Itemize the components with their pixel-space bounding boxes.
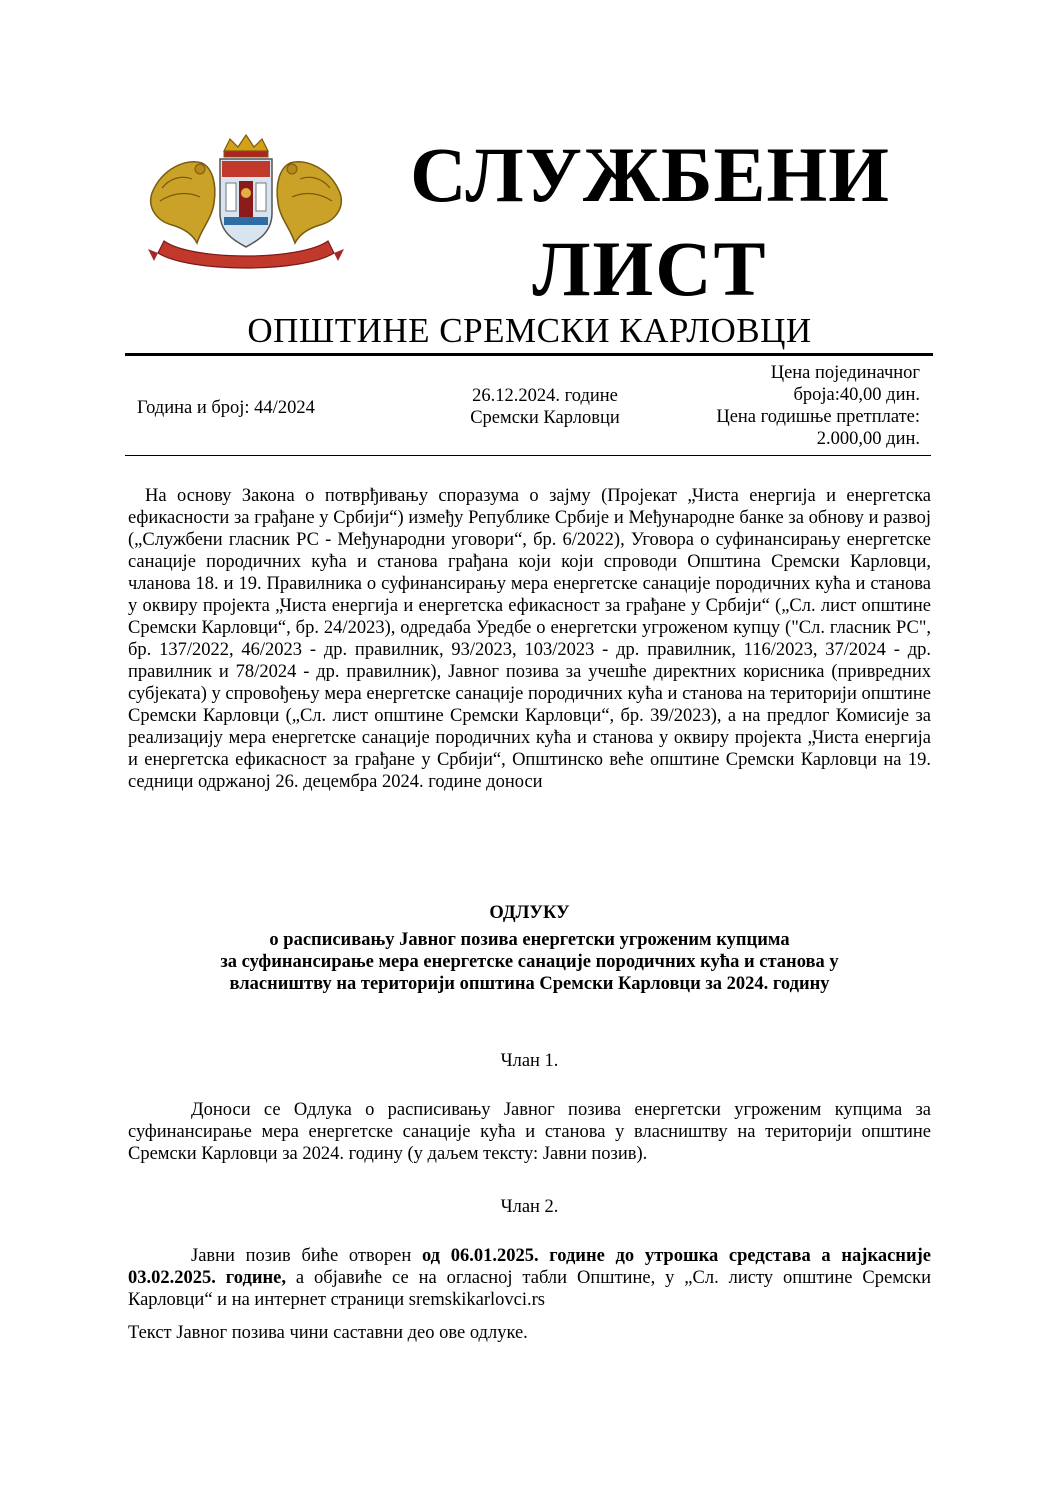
price-single-value: броја:40,00 дин.	[793, 385, 920, 405]
issue-date: 26.12.2024. године	[472, 386, 618, 406]
price-single-label: Цена појединачног	[770, 363, 920, 383]
header-rule-top	[125, 353, 933, 356]
masthead-title-line2: ЛИСТ	[532, 225, 768, 312]
issue-place: Сремски Карловци	[470, 408, 620, 428]
issue-date-place	[440, 385, 650, 429]
price-annual-label: Цена годишње претплате:	[716, 407, 920, 427]
coat-of-arms-icon	[142, 133, 350, 271]
article-1-title: Члан 1.	[500, 1051, 559, 1071]
article-2-title: Члан 2.	[500, 1197, 559, 1217]
issue-number: Година и број: 44/2024	[137, 398, 315, 418]
article-2-dates: од 06.01.2025. године до утрошка средстава а најкасније 03.02.2025. године,	[128, 1246, 931, 1288]
masthead-title-line1: СЛУЖБЕНИ	[410, 131, 890, 218]
decision-subtitle-line2: за суфинансирање мера енергетске санације породичних кућа и станова у	[220, 952, 839, 972]
article-2-text	[128, 1245, 931, 1311]
intro-paragraph: На основу Закона о потврђивању споразума о зајму (Пројекат „Чиста енергија и енергетска ефикасности за грађане у Србији“) између Републике Србије и Међународне банке за обнову и развој („Службени гласник РС - Међународни уговори“, бр. 6/2022), Уговора о суфинансирању енергетске санације породичних кућа и станова грађана који који спроводи Општина Сремски Карловци, чланова 18. и 19. Правилника о суфинансирању мера енергетске санације породичних кућа и станова у оквиру пројекта „Чиста енергија и енергетска ефикасност за грађане у Србији“ („Сл. лист општине Сремски Карловци“, бр. 24/2023), одредаба Уредбе о енергетски угроженом купцу ("Сл. гласник РС", бр. 137/2022, 46/2023 - др. правилник, 93/2023, 103/2023 - др. правилник, 116/2023, 37/2024 - др. правилник и 78/2024 - др. правилник), Јавног позива за учешће директних корисника (привредних субјеката) у спровођењу мера енергетске санације породичних кућа и станова на територији општине Сремски Карловци („Сл. лист општине Сремски Карловци“, бр. 39/2023), а на предлог Комисије за реализацију мера енергетске санације породичних кућа и станова у оквиру пројекта „Чиста енергија и енергетска ефикасност за грађане у Србији“, Општинско веће општине Сремски Карловци на 19. седници одржаној 26. децембра 2024. године доноси	[128, 486, 931, 792]
article-2-text-start: Јавни позив биће отворен	[191, 1246, 422, 1266]
article-2-text-end: а објавиће се на огласној табли Општине, у „Сл. листу општине Сремски Карловци“ и на интернет страници sremskikarlovci.rs	[128, 1268, 931, 1310]
article-2-closing: Текст Јавног позива чини саставни део ове одлуке.	[128, 1323, 528, 1343]
price-info	[650, 362, 920, 450]
masthead-subtitle: ОПШТИНЕ СРЕМСКИ КАРЛОВЦИ	[247, 311, 812, 350]
decision-subtitle-line1: о расписивању Јавног позива енергетски угроженим купцима	[269, 930, 790, 950]
decision-subtitle	[128, 929, 931, 995]
article-1-text: Доноси се Одлука о расписивању Јавног позива енергетски угроженим купцима за суфинансирање мера енергетске санације кућа и станова у власништву на територији општине Сремски Карловци за 2024. годину (у даљем тексту: Јавни позив).	[128, 1100, 931, 1164]
decision-title: ОДЛУКУ	[489, 903, 570, 923]
header-rule-bottom	[125, 455, 931, 456]
decision-subtitle-line3: власништву на територији општина Сремски Карловци за 2024. годину	[229, 974, 830, 994]
price-annual-value: 2.000,00 дин.	[816, 429, 920, 449]
